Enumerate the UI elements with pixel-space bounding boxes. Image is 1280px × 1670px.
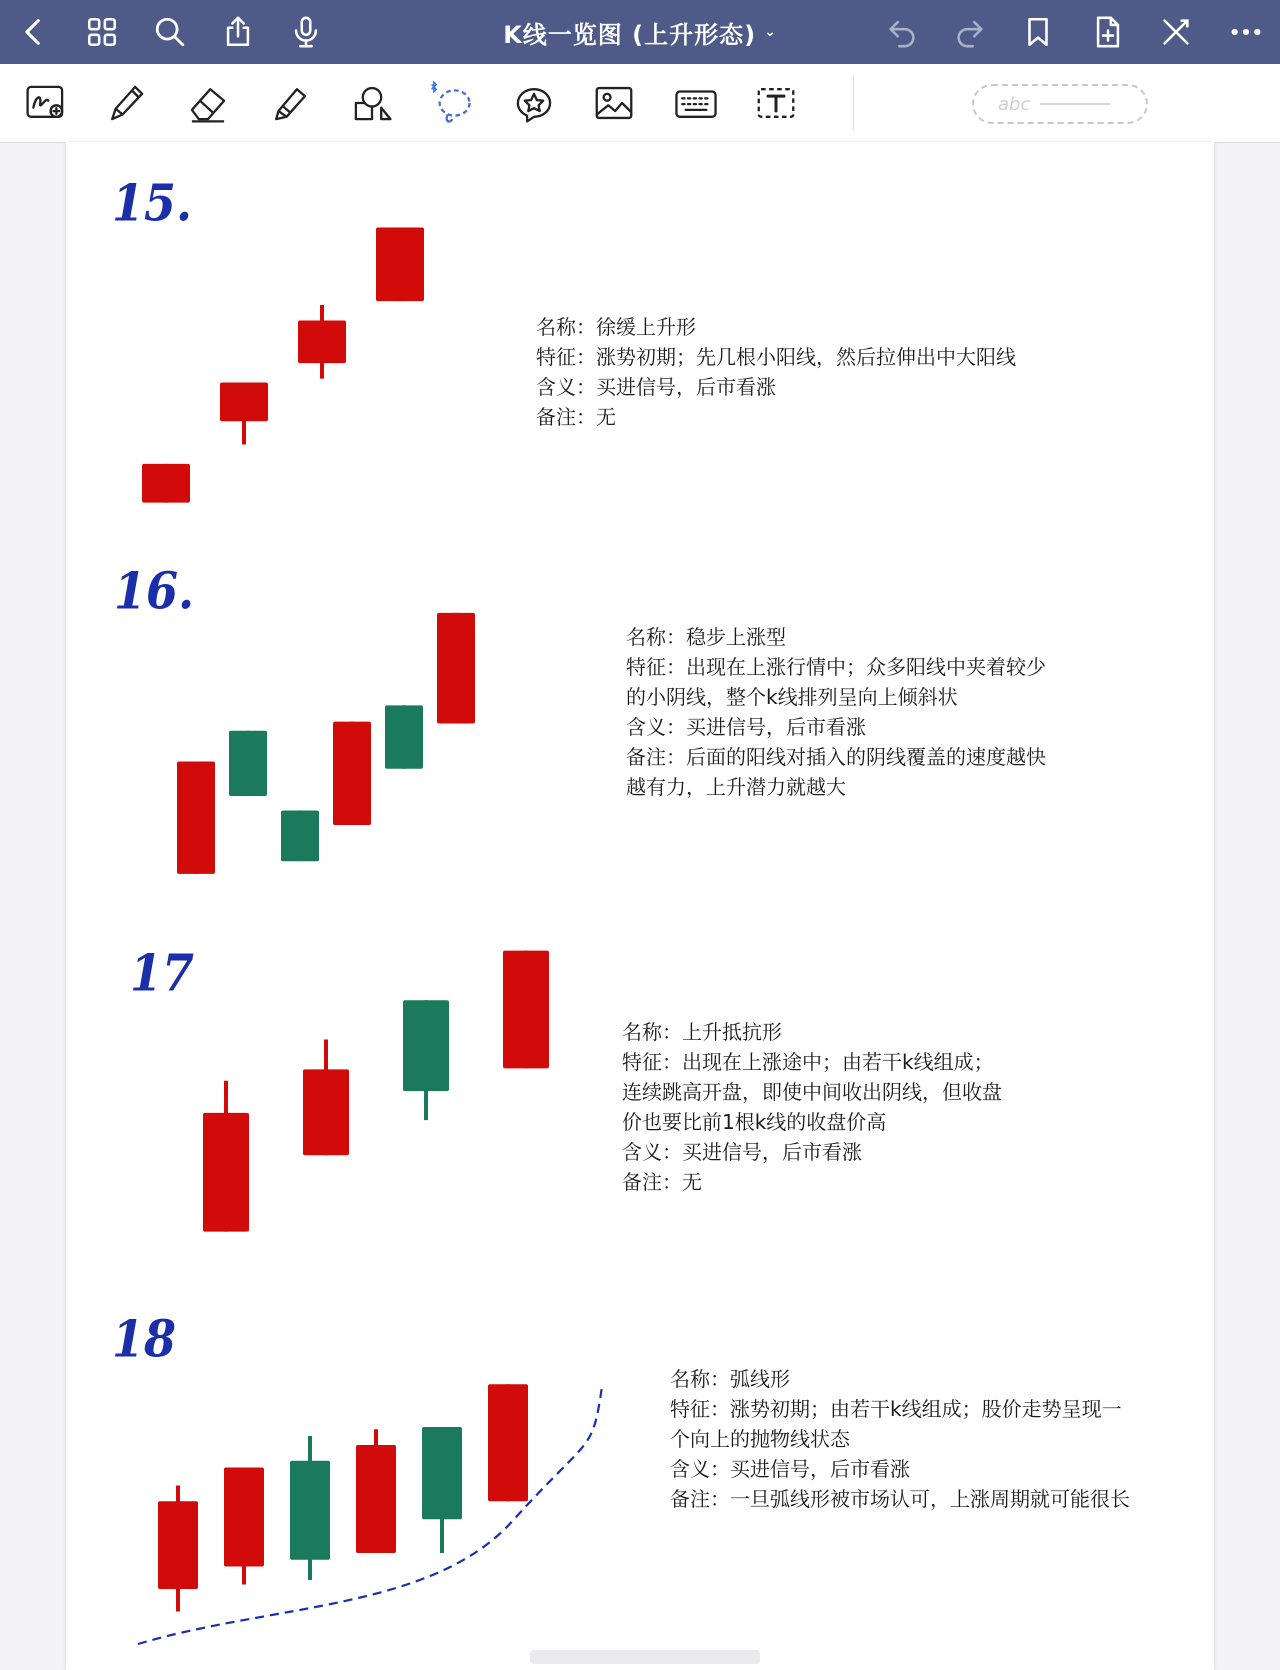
- pen-preview-stroke: [1040, 103, 1110, 105]
- bullish-candle: [488, 1384, 528, 1501]
- info-label: 含义: [626, 715, 666, 739]
- candle-body: [422, 1427, 462, 1519]
- info-label: 备注: [536, 405, 576, 429]
- bearish-candle: [422, 1427, 462, 1553]
- info-text: 无: [682, 1170, 702, 1194]
- bullish-candle: [177, 762, 215, 874]
- document-title-text: K线一览图 (上升形态): [503, 20, 757, 49]
- info-label: 备注: [670, 1487, 710, 1511]
- pattern-info: [622, 1017, 1012, 1197]
- candle-body: [142, 464, 190, 503]
- pattern-name: 徐缓上升形: [596, 315, 696, 339]
- drawing-toolbar: [0, 64, 1280, 143]
- pattern-info: [670, 1364, 1130, 1514]
- info-label: 名称: [670, 1367, 710, 1391]
- pen-icon[interactable]: [100, 78, 152, 128]
- bullish-candle: [437, 613, 475, 724]
- info-text: 买进信号，后市看涨: [730, 1457, 910, 1481]
- bearish-candle: [281, 810, 319, 861]
- search-icon[interactable]: [150, 12, 190, 52]
- sticker-icon[interactable]: [508, 78, 560, 128]
- candlestick-chart: [156, 592, 616, 902]
- bookmark-icon[interactable]: [1018, 12, 1058, 52]
- top-navigation-bar: [0, 0, 1280, 64]
- bullish-candle: [224, 1468, 264, 1585]
- info-label: 特征: [536, 345, 576, 369]
- bearish-candle: [403, 1000, 449, 1120]
- info-row: 特征：出现在上涨途中；由若干k线组成；连续跳高开盘，即使中间收出阴线，但收盘价也要比前1根k线的收盘价高: [622, 1050, 1002, 1134]
- candle-body: [158, 1501, 198, 1589]
- candle-body: [488, 1384, 528, 1501]
- info-label: 含义: [622, 1140, 662, 1164]
- info-name-row: 名称：徐缓上升形: [536, 315, 696, 339]
- bullish-candle: [303, 1039, 349, 1155]
- note-page[interactable]: [66, 142, 1214, 1670]
- candle-body: [220, 383, 268, 422]
- bullish-candle: [376, 228, 424, 302]
- pen-preview[interactable]: [972, 84, 1148, 124]
- info-label: 含义: [536, 375, 576, 399]
- info-text: 买进信号，后市看涨: [686, 715, 866, 739]
- bearish-candle: [229, 731, 267, 796]
- info-text: 出现在上涨途中；由若干k线组成；连续跳高开盘，即使中间收出阴线，但收盘价也要比前1根k线的收盘价高: [622, 1050, 1002, 1134]
- bullish-candle: [158, 1486, 198, 1612]
- info-label: 名称: [626, 625, 666, 649]
- bullish-candle: [503, 951, 549, 1069]
- undo-icon[interactable]: [882, 12, 922, 52]
- info-name-row: 名称：上升抵抗形: [622, 1020, 782, 1044]
- info-text: 涨势初期；先几根小阳线，然后拉伸出中大阳线: [596, 345, 1016, 369]
- info-label: 含义: [670, 1457, 710, 1481]
- eraser-icon[interactable]: [182, 78, 234, 128]
- pattern-name: 弧线形: [730, 1367, 790, 1391]
- text-box-icon[interactable]: [750, 78, 802, 128]
- candle-body: [290, 1461, 330, 1560]
- candlestick-chart: [132, 1354, 652, 1654]
- bullish-candle: [356, 1429, 396, 1553]
- bullish-candle: [142, 464, 190, 503]
- candle-body: [503, 951, 549, 1069]
- candle-body: [356, 1445, 396, 1553]
- highlighter-icon[interactable]: [264, 78, 316, 128]
- info-row: 备注：无: [622, 1170, 702, 1194]
- info-row: 特征：出现在上涨行情中；众多阳线中夹着较少的小阴线，整个k线排列呈向上倾斜状: [626, 655, 1046, 709]
- back-icon[interactable]: [14, 12, 54, 52]
- pattern-section-18: [66, 1282, 1214, 1670]
- candle-body: [403, 1000, 449, 1091]
- microphone-icon[interactable]: [286, 12, 326, 52]
- keyboard-icon[interactable]: [670, 78, 722, 128]
- info-row: 特征：涨势初期；先几根小阳线，然后拉伸出中大阳线: [536, 345, 1016, 369]
- info-row: 含义：买进信号，后市看涨: [626, 715, 866, 739]
- bearish-candle: [290, 1436, 330, 1580]
- lasso-icon[interactable]: [424, 78, 476, 128]
- grid-icon[interactable]: [82, 12, 122, 52]
- info-text: 后面的阳线对插入的阴线覆盖的速度越快越有力，上升潜力就越大: [626, 745, 1046, 799]
- candle-body: [177, 762, 215, 874]
- candle-body: [203, 1113, 249, 1232]
- pattern-info: [626, 622, 1046, 802]
- info-name-row: 名称：弧线形: [670, 1367, 790, 1391]
- info-text: 买进信号，后市看涨: [596, 375, 776, 399]
- info-label: 名称: [536, 315, 576, 339]
- info-label: 备注: [626, 745, 666, 769]
- info-label: 特征: [670, 1397, 710, 1421]
- handwritten-number: 15.: [112, 173, 193, 233]
- info-row: 备注：无: [536, 405, 616, 429]
- close-tools-icon[interactable]: [1156, 12, 1196, 52]
- info-label: 特征: [622, 1050, 662, 1074]
- toolbar-divider: [853, 76, 854, 130]
- info-text: 涨势初期；由若干k线组成；股价走势呈现一个向上的抛物线状态: [670, 1397, 1122, 1451]
- candle-body: [385, 705, 423, 768]
- image-icon[interactable]: [588, 78, 640, 128]
- handwriting-zoom-icon[interactable]: [20, 78, 72, 128]
- candle-body: [303, 1069, 349, 1155]
- candle-body: [281, 810, 319, 861]
- document-title[interactable]: [440, 0, 840, 64]
- info-row: 备注：一旦弧线形被市场认可，上涨周期就可能很长: [670, 1487, 1130, 1511]
- more-icon[interactable]: [1226, 12, 1266, 52]
- info-label: 备注: [622, 1170, 662, 1194]
- page-scroll-indicator[interactable]: [530, 1650, 760, 1664]
- add-page-icon[interactable]: [1088, 12, 1128, 52]
- info-text: 一旦弧线形被市场认可，上涨周期就可能很长: [730, 1487, 1130, 1511]
- info-label: 特征: [626, 655, 666, 679]
- candle-body: [333, 722, 371, 825]
- info-text: 无: [596, 405, 616, 429]
- bullish-candle: [220, 383, 268, 445]
- info-text: 出现在上涨行情中；众多阳线中夹着较少的小阴线，整个k线排列呈向上倾斜状: [626, 655, 1046, 709]
- pattern-section-17: [66, 902, 1214, 1282]
- bullish-candle: [203, 1081, 249, 1232]
- info-name-row: 名称：稳步上涨型: [626, 625, 786, 649]
- pattern-name: 上升抵抗形: [682, 1020, 782, 1044]
- info-label: 名称: [622, 1020, 662, 1044]
- bullish-candle: [298, 305, 346, 379]
- pattern-name: 稳步上涨型: [686, 625, 786, 649]
- bearish-candle: [385, 705, 423, 768]
- candle-body: [229, 731, 267, 796]
- candle-body: [437, 613, 475, 724]
- handwritten-number: 16.: [114, 561, 195, 621]
- info-row: 备注：后面的阳线对插入的阴线覆盖的速度越快越有力，上升潜力就越大: [626, 745, 1046, 799]
- handwritten-number: 18: [112, 1309, 177, 1369]
- pattern-section-15: [66, 142, 1214, 532]
- candle-body: [298, 321, 346, 364]
- shapes-icon[interactable]: [346, 78, 398, 128]
- info-text: 买进信号，后市看涨: [682, 1140, 862, 1164]
- candle-body: [376, 228, 424, 302]
- candle-body: [224, 1468, 264, 1567]
- handwritten-number: 17: [130, 943, 195, 1003]
- info-row: 含义：买进信号，后市看涨: [622, 1140, 862, 1164]
- pattern-section-16: [66, 532, 1214, 882]
- info-row: 特征：涨势初期；由若干k线组成；股价走势呈现一个向上的抛物线状态: [670, 1397, 1122, 1451]
- candlestick-chart: [126, 202, 506, 542]
- bullish-candle: [333, 722, 371, 825]
- candlestick-chart: [166, 922, 606, 1262]
- info-row: 含义：买进信号，后市看涨: [536, 375, 776, 399]
- chevron-down-icon: ⌄: [764, 24, 777, 40]
- info-row: 含义：买进信号，后市看涨: [670, 1457, 910, 1481]
- share-icon[interactable]: [218, 12, 258, 52]
- redo-icon[interactable]: [950, 12, 990, 52]
- pen-preview-text: abc: [998, 93, 1031, 115]
- pattern-info: [536, 312, 1016, 432]
